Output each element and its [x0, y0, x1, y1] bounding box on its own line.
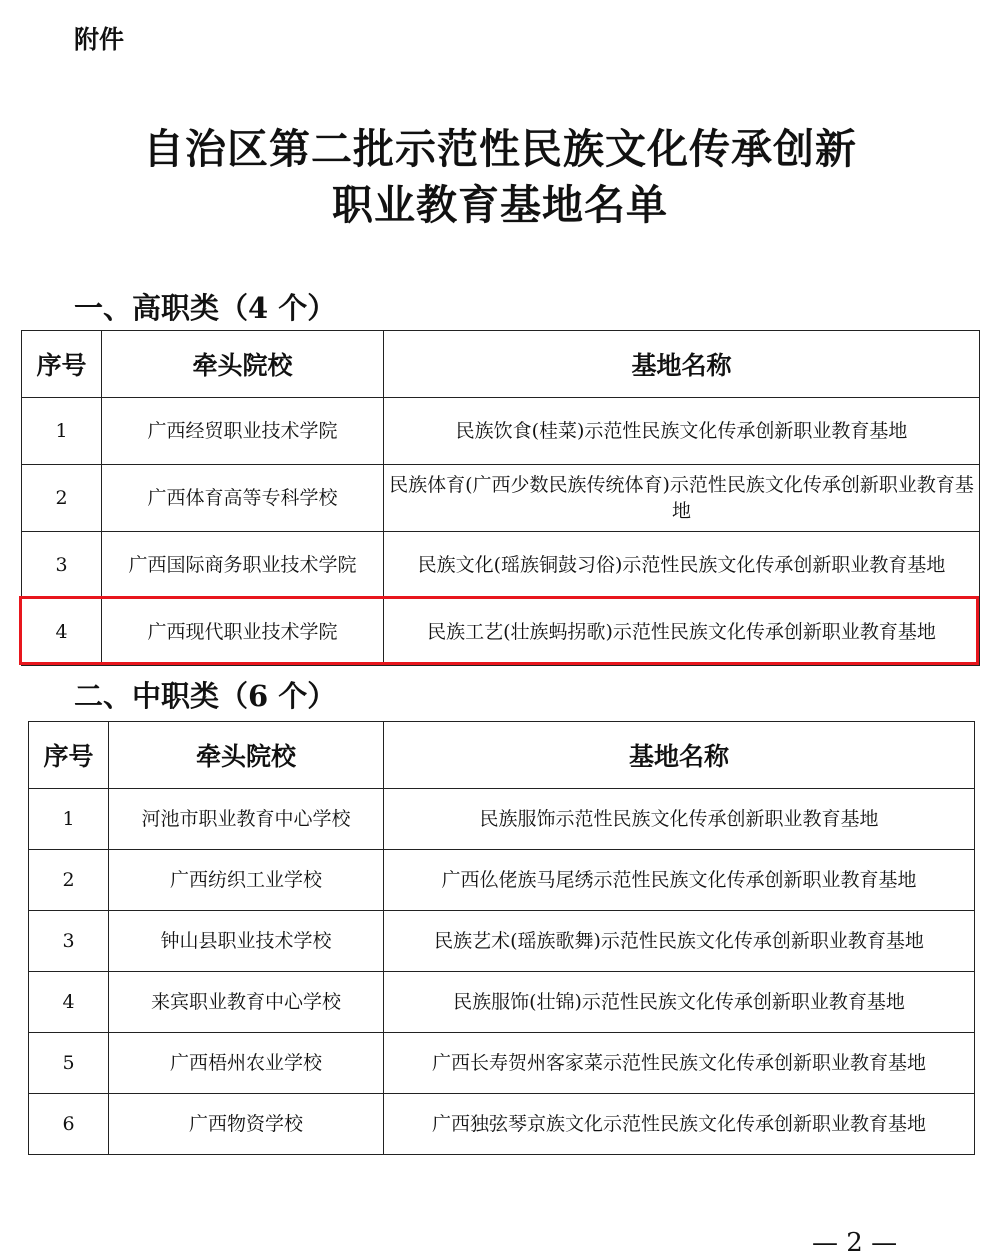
table-row — [29, 1094, 975, 1155]
table-row — [22, 532, 980, 599]
table-row — [22, 465, 980, 532]
document-title-line-2: 职业教育基地名单 — [332, 181, 668, 229]
section-heading-higher-vocational: 一、高职类（4 个） — [74, 291, 337, 325]
row-number: 1 — [22, 398, 102, 465]
column-header-number: 序号 — [22, 331, 102, 398]
base-name: 民族艺术(瑶族歌舞)示范性民族文化传承创新职业教育基地 — [384, 911, 975, 972]
row-number: 5 — [29, 1033, 109, 1094]
column-header-base-name: 基地名称 — [384, 331, 980, 398]
row-number: 2 — [22, 465, 102, 532]
table-row — [29, 1033, 975, 1094]
row-number: 3 — [22, 532, 102, 599]
row-number: 2 — [29, 850, 109, 911]
base-name: 民族体育(广西少数民族传统体育)示范性民族文化传承创新职业教育基地 — [384, 465, 980, 532]
column-header-school: 牵头院校 — [109, 722, 384, 789]
lead-school: 广西物资学校 — [109, 1094, 384, 1155]
table-row — [29, 972, 975, 1033]
row-number: 1 — [29, 789, 109, 850]
table-row — [29, 789, 975, 850]
lead-school: 广西经贸职业技术学院 — [102, 398, 384, 465]
base-name: 广西长寿贺州客家菜示范性民族文化传承创新职业教育基地 — [384, 1033, 975, 1094]
base-name: 民族文化(瑶族铜鼓习俗)示范性民族文化传承创新职业教育基地 — [384, 532, 980, 599]
base-name: 民族饮食(桂菜)示范性民族文化传承创新职业教育基地 — [384, 398, 980, 465]
attachment-label: 附件 — [74, 25, 125, 54]
section-heading-secondary-vocational: 二、中职类（6 个） — [74, 679, 337, 713]
lead-school: 河池市职业教育中心学校 — [109, 789, 384, 850]
page-number: — 2 — — [812, 1228, 898, 1258]
base-name: 广西仫佬族马尾绣示范性民族文化传承创新职业教育基地 — [384, 850, 975, 911]
base-name: 民族服饰示范性民族文化传承创新职业教育基地 — [384, 789, 975, 850]
lead-school: 广西体育高等专科学校 — [102, 465, 384, 532]
table-row-highlighted — [22, 599, 980, 666]
row-number: 4 — [22, 599, 102, 666]
secondary-vocational-table — [28, 721, 975, 1155]
base-name: 民族服饰(壮锦)示范性民族文化传承创新职业教育基地 — [384, 972, 975, 1033]
table-header-row — [29, 722, 975, 789]
row-number: 3 — [29, 911, 109, 972]
table-header-row — [22, 331, 980, 398]
lead-school: 广西现代职业技术学院 — [102, 599, 384, 666]
lead-school: 钟山县职业技术学校 — [109, 911, 384, 972]
table-row — [22, 398, 980, 465]
column-header-base-name: 基地名称 — [384, 722, 975, 789]
document-title-line-1: 自治区第二批示范性民族文化传承创新 — [143, 125, 857, 173]
base-name: 民族工艺(壮族蚂拐歌)示范性民族文化传承创新职业教育基地 — [384, 599, 980, 666]
column-header-number: 序号 — [29, 722, 109, 789]
row-number: 6 — [29, 1094, 109, 1155]
column-header-school: 牵头院校 — [102, 331, 384, 398]
lead-school: 广西梧州农业学校 — [109, 1033, 384, 1094]
base-name: 广西独弦琴京族文化示范性民族文化传承创新职业教育基地 — [384, 1094, 975, 1155]
table-row — [29, 850, 975, 911]
table-row — [29, 911, 975, 972]
lead-school: 广西纺织工业学校 — [109, 850, 384, 911]
lead-school: 来宾职业教育中心学校 — [109, 972, 384, 1033]
row-number: 4 — [29, 972, 109, 1033]
lead-school: 广西国际商务职业技术学院 — [102, 532, 384, 599]
higher-vocational-table — [21, 330, 980, 666]
